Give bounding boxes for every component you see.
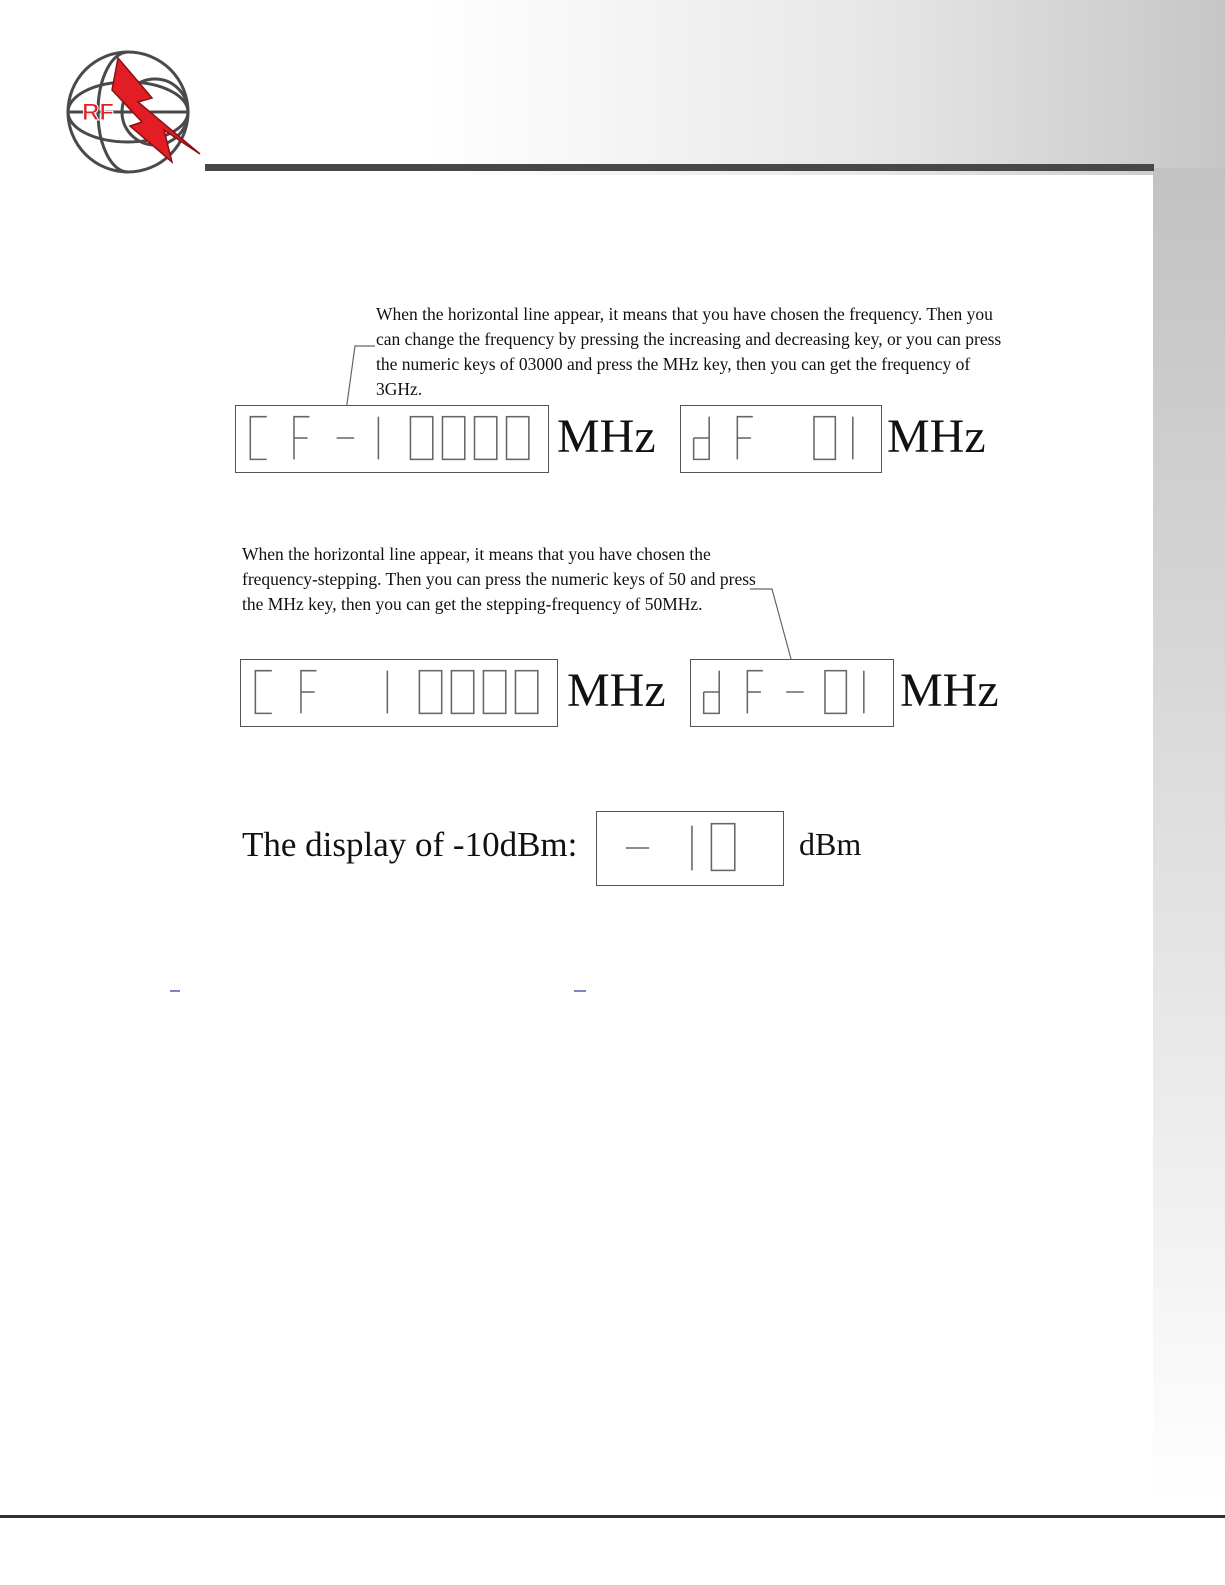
section2-note: When the horizontal line appear, it means that you have chosen the frequency-stepping. Then you can press the numeric keys of 50 and press the MHz key, then you can get the stepping-frequency of 50MHz. [242,544,756,614]
scan-artifact [170,990,180,992]
scan-artifact [574,990,586,992]
section1-note: When the horizontal line appear, it means that you have chosen the frequency. Then you can change the frequency by pressing the increasing and decreasing key, or you can press the numeric keys of 03000 and press the MHz key, then you can get the frequency of 3GHz. [376,304,1002,399]
footer-rule [0,1515,1225,1518]
section1-step-display [680,405,882,473]
section1-freq-unit: MHz [557,410,656,463]
section2-step-unit: MHz [900,664,999,717]
section1-freq-display [235,405,549,473]
power-unit: dBm [799,826,862,862]
header-rule [205,164,1154,171]
section1-step-unit: MHz [887,410,986,463]
section2-freq-unit: MHz [567,664,666,717]
power-display [596,811,784,886]
section2-step-display [690,659,894,727]
rf-logo [60,50,205,180]
side-gradient [1153,168,1225,1503]
section2-step-digits [691,660,893,726]
section2-freq-display [240,659,558,727]
section1-freq-digits [236,406,548,472]
power-display-label: The display of -10dBm: [242,825,578,864]
logo-text: RF [82,99,114,126]
section2-freq-digits [241,660,557,726]
section1-step-digits [681,406,881,472]
power-digits [597,812,783,885]
